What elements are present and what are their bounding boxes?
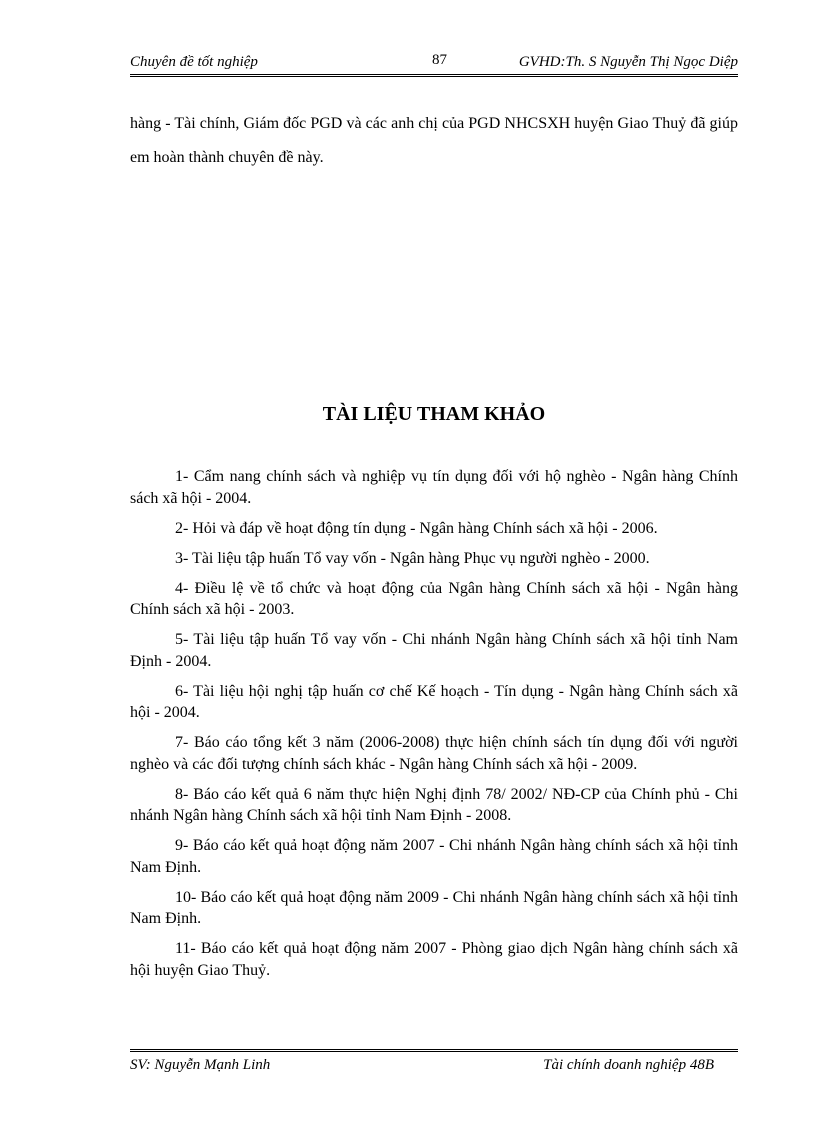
reference-item: 1- Cẩm nang chính sách và nghiệp vụ tín dụng đối với hộ nghèo - Ngân hàng Chính sách xã hội - 2004.: [130, 468, 738, 507]
reference-item: 2- Hỏi và đáp về hoạt động tín dụng - Ngân hàng Chính sách xã hội - 2006.: [175, 519, 658, 537]
page-footer: [130, 1049, 738, 1073]
reference-item: 5- Tài liệu tập huấn Tổ vay vốn - Chi nhánh Ngân hàng Chính sách xã hội tỉnh Nam Định - 2004.: [130, 631, 738, 670]
reference-item: 4- Điều lệ về tổ chức và hoạt động của Ngân hàng Chính sách xã hội - Ngân hàng Chính sách xã hội - 2003.: [130, 579, 738, 618]
section-title: TÀI LIỆU THAM KHẢO: [322, 403, 546, 425]
reference-item: 10- Báo cáo kết quả hoạt động năm 2009 - Chi nhánh Ngân hàng chính sách xã hội tỉnh Nam Định.: [130, 888, 738, 927]
reference-list: [130, 466, 738, 990]
page-header: [130, 52, 738, 77]
reference-item: 6- Tài liệu hội nghị tập huấn cơ chế Kế hoạch - Tín dụng - Ngân hàng Chính sách xã hội - 2004.: [130, 682, 738, 721]
reference-item: 7- Báo cáo tổng kết 3 năm (2006-2008) thực hiện chính sách tín dụng đối với người nghèo và các đối tượng chính sách khác - Ngân hàng Chính sách xã hội - 2009.: [130, 734, 738, 773]
reference-item: 8- Báo cáo kết quả 6 năm thực hiện Nghị định 78/ 2002/ NĐ-CP của Chính phủ - Chi nhánh Ngân hàng Chính sách xã hội tỉnh Nam Định - 2008.: [130, 785, 738, 824]
page-number: 87: [432, 52, 447, 68]
reference-item: 11- Báo cáo kết quả hoạt động năm 2007 - Phòng giao dịch Ngân hàng chính sách xã hội huyện Giao Thuỷ.: [130, 940, 738, 979]
header-document-type: Chuyên đề tốt nghiệp: [130, 54, 258, 70]
reference-item: 3- Tài liệu tập huấn Tổ vay vốn - Ngân hàng Phục vụ người nghèo - 2000.: [175, 549, 650, 567]
intro-paragraph: hàng - Tài chính, Giám đốc PGD và các anh chị của PGD NHCSXH huyện Giao Thuỷ đã giúp em hoàn thành chuyên đề này.: [130, 115, 738, 166]
header-supervisor: GVHD:Th. S Nguyễn Thị Ngọc Diệp: [518, 54, 738, 70]
reference-item: 9- Báo cáo kết quả hoạt động năm 2007 - Chi nhánh Ngân hàng chính sách xã hội tỉnh Nam Định.: [130, 837, 738, 876]
footer-class: Tài chính doanh nghiệp 48B: [543, 1057, 714, 1073]
footer-student: SV: Nguyễn Mạnh Linh: [130, 1057, 271, 1073]
